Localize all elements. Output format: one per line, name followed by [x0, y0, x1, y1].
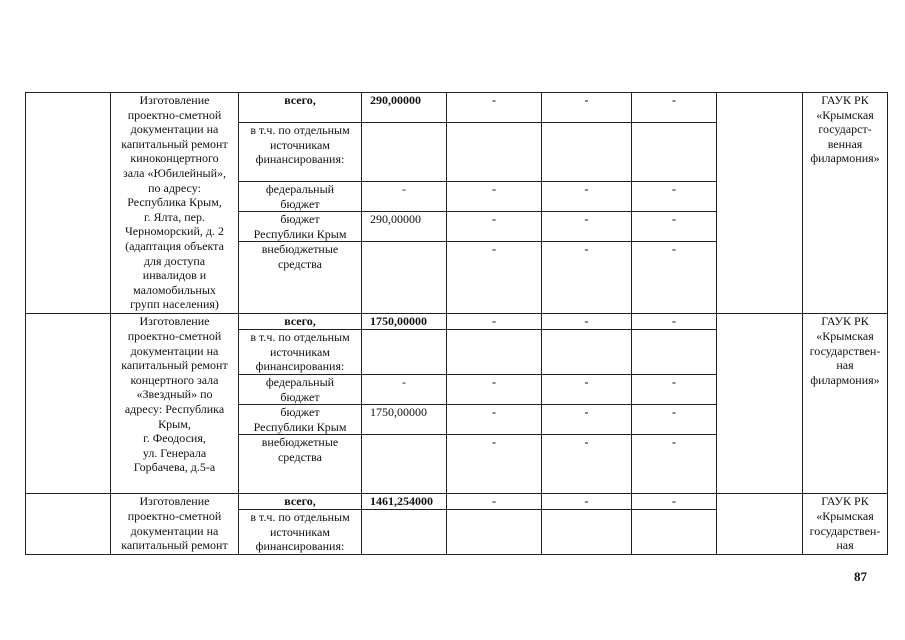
federal-value: - — [362, 374, 447, 404]
responsible-org: ГАУК РК «Крымская государствен- ная — [803, 494, 888, 555]
dash-value: - — [632, 314, 717, 330]
table-row — [26, 93, 888, 123]
federal-value: - — [362, 182, 447, 212]
source-federal-label: федеральный бюджет — [239, 182, 362, 212]
source-extra-label: внебюджетные средства — [239, 435, 362, 494]
budget-table — [25, 92, 888, 555]
dash-value: - — [447, 435, 542, 494]
dash-value: - — [542, 374, 632, 404]
responsible-org: ГАУК РК «Крымская государст- венная филармония» — [803, 93, 888, 314]
number-cell — [26, 93, 111, 314]
dash-value: - — [447, 405, 542, 435]
source-incl-label: в т.ч. по отдельным источникам финансирования: — [239, 509, 362, 554]
source-incl-label: в т.ч. по отдельным источникам финансирования: — [239, 329, 362, 374]
table-row — [26, 494, 888, 510]
dash-value: - — [447, 374, 542, 404]
republic-value: 290,00000 — [362, 212, 447, 242]
dash-value: - — [632, 405, 717, 435]
dash-value: - — [632, 182, 717, 212]
number-cell — [26, 314, 111, 494]
source-total-label: всего, — [239, 93, 362, 123]
event-description: Изготовление проектно-сметной документации на капитальный ремонт киноконцертного зала «Юбилейный», по адресу: Республика Крым, г. Ялта, пер. Черноморский, д. 2 (адаптация объекта для доступа инвалидов и маломобильных групп населения) — [111, 93, 239, 314]
source-extra-label: внебюджетные средства — [239, 242, 362, 314]
dash-value: - — [542, 242, 632, 314]
total-value: 1461,254000 — [362, 494, 447, 510]
dash-value: - — [632, 212, 717, 242]
responsible-org: ГАУК РК «Крымская государствен- ная филармония» — [803, 314, 888, 494]
source-total-label: всего, — [239, 494, 362, 510]
event-description: Изготовление проектно-сметной документации на капитальный ремонт — [111, 494, 239, 555]
empty-cell — [717, 314, 803, 494]
number-cell — [26, 494, 111, 555]
dash-value: - — [447, 212, 542, 242]
source-total-label: всего, — [239, 314, 362, 330]
dash-value: - — [447, 314, 542, 330]
dash-value: - — [632, 93, 717, 123]
dash-value: - — [447, 182, 542, 212]
republic-value: 1750,00000 — [362, 405, 447, 435]
dash-value: - — [447, 242, 542, 314]
dash-value: - — [542, 93, 632, 123]
dash-value: - — [542, 182, 632, 212]
page-number: 87 — [854, 569, 867, 584]
dash-value: - — [542, 212, 632, 242]
dash-value: - — [542, 494, 632, 510]
empty-cell — [717, 93, 803, 314]
dash-value: - — [542, 435, 632, 494]
dash-value: - — [447, 93, 542, 123]
table-row — [26, 314, 888, 330]
event-description: Изготовление проектно-сметной документации на капитальный ремонт концертного зала «Звездный» по адресу: Республика Крым, г. Феодосия, ул. Генерала Горбачева, д.5-а — [111, 314, 239, 494]
total-value: 290,00000 — [362, 93, 447, 123]
dash-value: - — [542, 405, 632, 435]
dash-value: - — [632, 494, 717, 510]
source-incl-label: в т.ч. по отдельным источникам финансирования: — [239, 123, 362, 182]
dash-value: - — [542, 314, 632, 330]
source-republic-label: бюджет Республики Крым — [239, 405, 362, 435]
source-federal-label: федеральный бюджет — [239, 374, 362, 404]
dash-value: - — [447, 494, 542, 510]
dash-value: - — [632, 435, 717, 494]
dash-value: - — [632, 242, 717, 314]
dash-value: - — [632, 374, 717, 404]
source-republic-label: бюджет Республики Крым — [239, 212, 362, 242]
empty-cell — [717, 494, 803, 555]
total-value: 1750,00000 — [362, 314, 447, 330]
